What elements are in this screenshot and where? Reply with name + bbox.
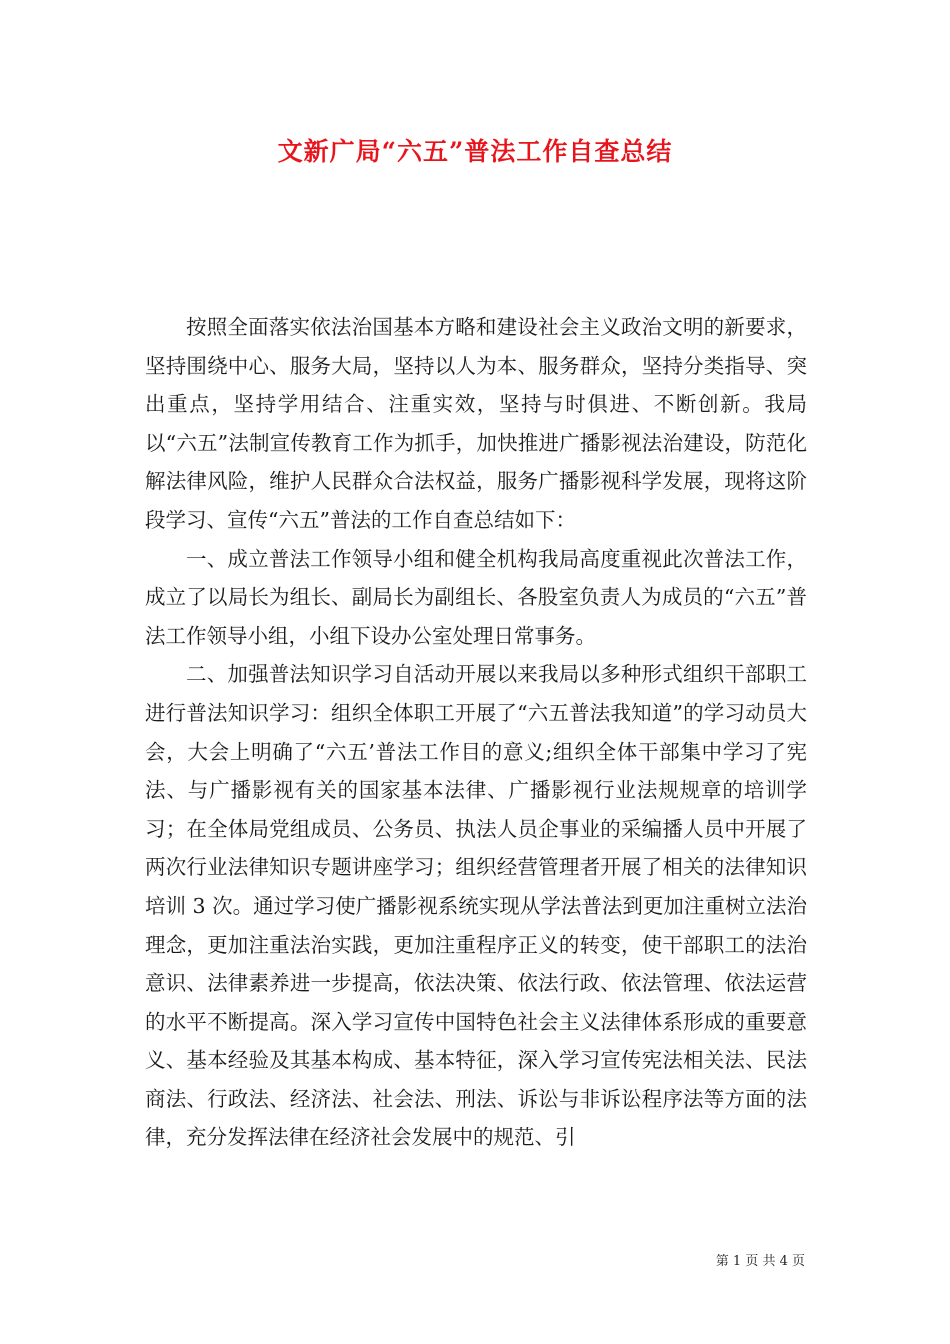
paragraph-section-2: 二、加强普法知识学习自活动开展以来我局以多种形式组织干部职工进行普法知识学习：组织全体职工开展了“六五普法我知道”的学习动员大会，大会上明确了“六五’普法工作目的意义;组织全体干部集中学习了宪法、与广播影视有关的国家基本法律、广播影视行业法规规章的培训学习；在全体局党组成员、公务员、执法人员企事业的采编播人员中开展了两次行业法律知识专题讲座学习；组织经营管理者开展了相关的法律知识培训 3 次。通过学习使广播影视系统实现从学法普法到更加注重树立法治理念，更加注重法治实践，更加注重程序正义的转变，使干部职工的法治意识、法律素养进一步提高，依法决策、依法行政、依法管理、依法运营的水平不断提高。深入学习宣传中国特色社会主义法律体系形成的重要意义、基本经验及其基本构成、基本特征，深入学习宣传宪法相关法、民法商法、行政法、经济法、社会法、刑法、诉讼与非诉讼程序法等方面的法律，充分发挥法律在经济社会发展中的规范、引 (145, 662, 807, 1150)
paragraph-section-1: 一、成立普法工作领导小组和健全机构我局高度重视此次普法工作，成立了以局长为组长、副局长为副组长、各股室负责人为成员的“六五”普法工作领导小组，小组下设办公室处理日常事务。 (145, 546, 807, 648)
page-number-footer: 第 1 页 共 4 页 (715, 1254, 805, 1269)
document-title: 文新广局“六五”普法工作自查总结 (277, 137, 673, 166)
document-body (145, 308, 807, 1157)
paragraph-intro: 按照全面落实依法治国基本方略和建设社会主义政治文明的新要求，坚持围绕中心、服务大局，坚持以人为本、服务群众，坚持分类指导、突出重点，坚持学用结合、注重实效，坚持与时俱进、不断创新。我局以“六五”法制宣传教育工作为抓手，加快推进广播影视法治建设，防范化解法律风险，维护人民群众合法权益，服务广播影视科学发展，现将这阶段学习、宣传“六五”普法的工作自查总结如下： (145, 315, 807, 532)
